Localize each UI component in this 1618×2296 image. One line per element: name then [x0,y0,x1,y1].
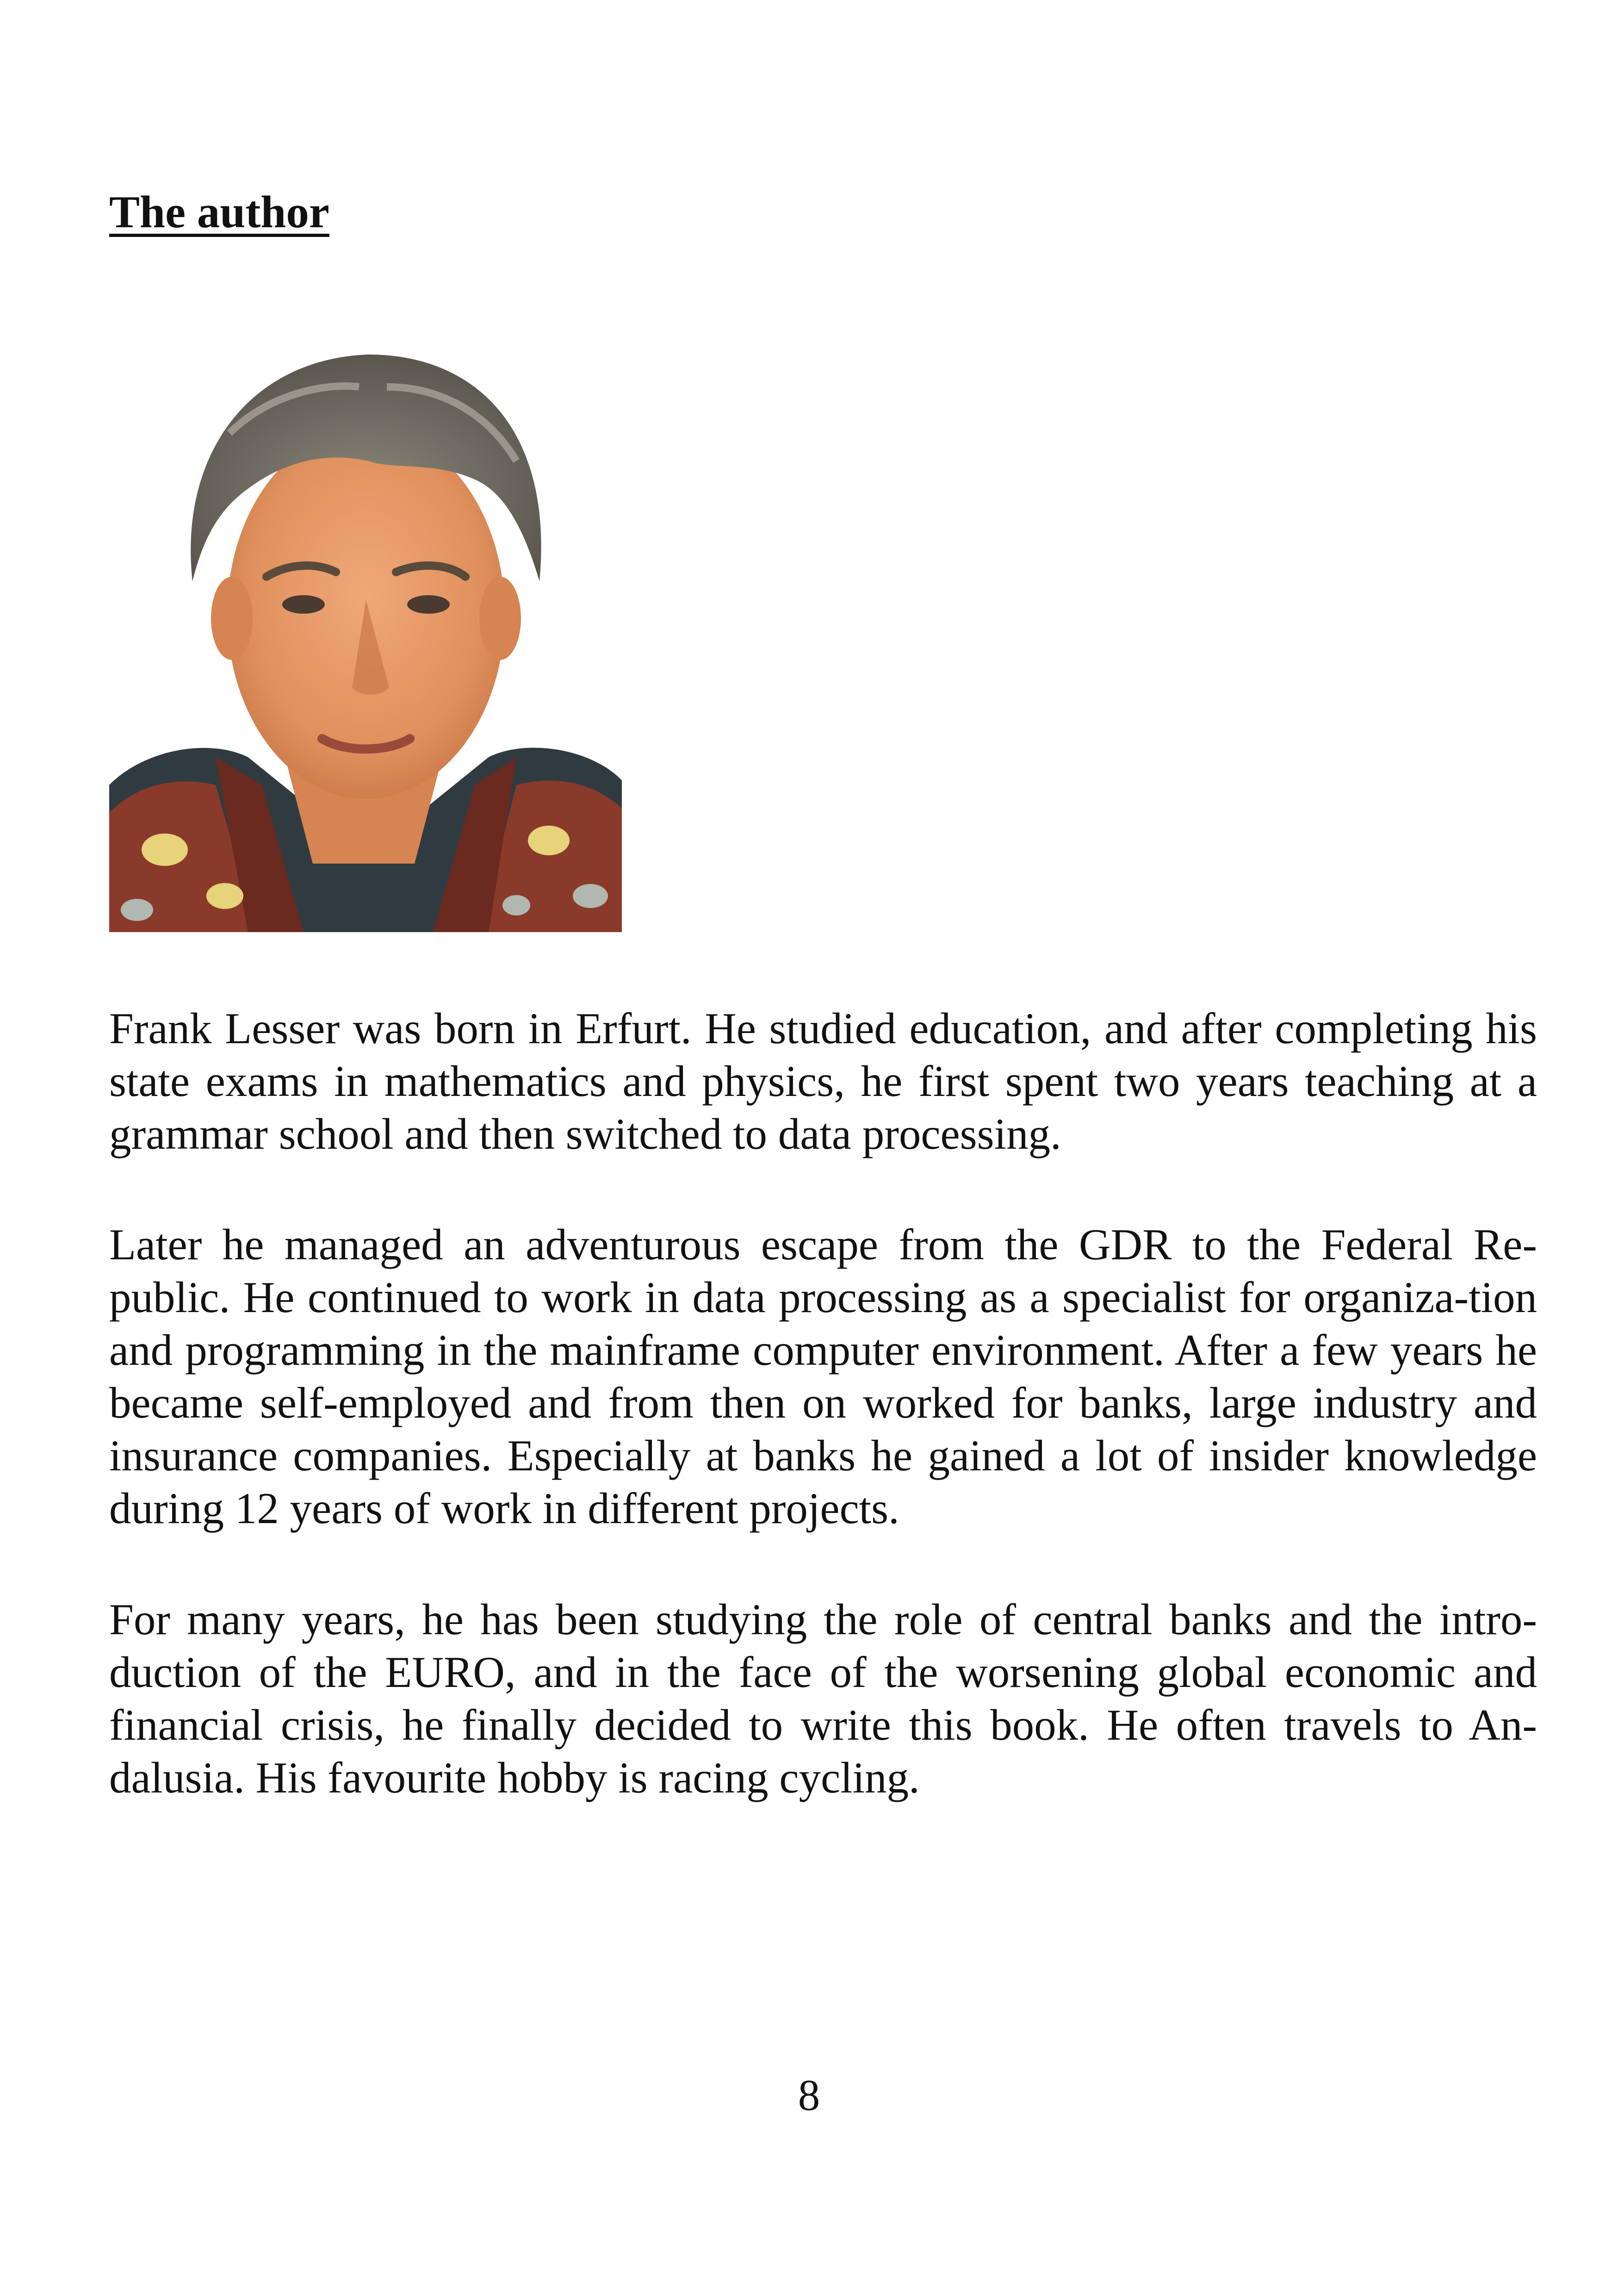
bio-paragraph: Frank Lesser was born in Erfurt. He studied education, and after completing his state exams in mathematics and physics, he first spent two years teaching at a grammar school and then switched to data processing. [109,1004,1537,1158]
bio-paragraph: For many years, he has been studying the role of central banks and the intro-duction of the EURO, and in the face of the worsening global economic and financial crisis, he finally decided to write this book. He often travels to An-dalusia. His favourite hobby is racing cycling. [109,1595,1537,1802]
author-photo [109,294,622,932]
page-number: 8 [798,2071,820,2120]
section-heading: The author [109,187,329,237]
author-portrait-image [109,294,622,932]
bio-paragraph: Later he managed an adventurous escape from the GDR to the Federal Re-public. He continued to work in data processing as a specialist for organiza-tion and programming in the mainframe computer environment. After a few years he became self-employed and from then on worked for banks, large industry and insurance companies. Especially at banks he gained a lot of insider knowledge during 12 years of work in different projects. [109,1220,1537,1533]
